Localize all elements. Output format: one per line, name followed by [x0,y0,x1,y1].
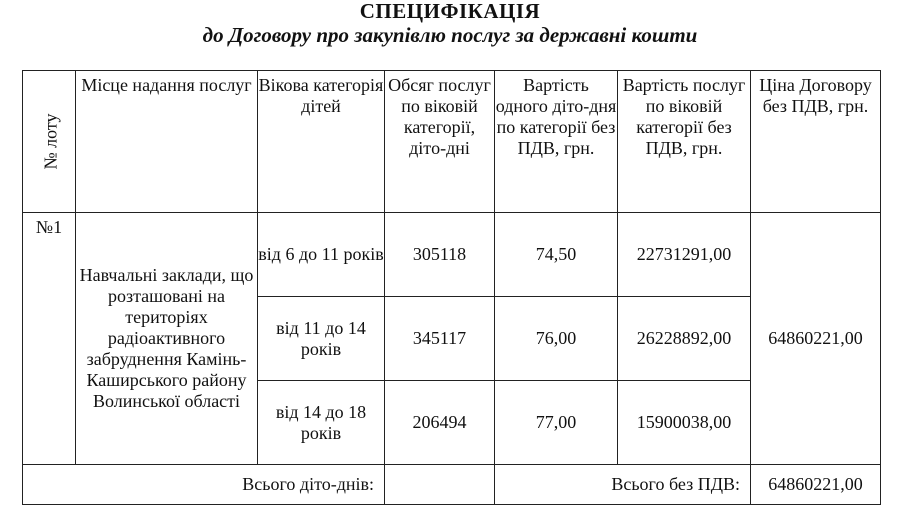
volume-value: 345117 [385,297,495,381]
header-place: Місце надання послуг [76,71,258,213]
document-title: СПЕЦИФІКАЦІЯ [359,0,541,23]
unit-cost-value: 76,00 [495,297,618,381]
header-lot: № лоту [23,71,76,213]
table-row [23,213,881,297]
category-cost-value: 15900038,00 [618,381,751,465]
document-subtitle: до Договору про закупівлю послуг за державні кошти [202,23,698,47]
header-age-category: Вікова категорія дітей [258,71,385,213]
header-contract-price: Ціна Договору без ПДВ, грн. [751,71,881,213]
header-volume: Обсяг послуг по віковій категорії, дітo-дні [385,71,495,213]
volume-value: 305118 [385,213,495,297]
total-days-label: Всього діто-днів: [23,465,385,505]
unit-cost-value: 77,00 [495,381,618,465]
age-category: від 11 до 14 років [258,297,385,381]
total-days-value [385,465,495,505]
volume-value: 206494 [385,381,495,465]
totals-row [23,465,881,505]
category-cost-value: 26228892,00 [618,297,751,381]
header-unit-cost: Вартість одного діто-дня по категорії без ПДВ, грн. [495,71,618,213]
unit-cost-value: 74,50 [495,213,618,297]
header-category-cost: Вартість послуг по віковій категорії без ПДВ, грн. [618,71,751,213]
total-no-vat-label: Всього без ПДВ: [495,465,751,505]
total-no-vat-value: 64860221,00 [751,465,881,505]
lot-number: №1 [23,213,76,465]
age-category: від 14 до 18 років [258,381,385,465]
contract-price-value: 64860221,00 [751,213,881,465]
service-place: Навчальні заклади, що розташовані на територіях радіоактивного забруднення Камінь-Каширського району Волинської області [76,213,258,465]
age-category: від 6 до 11 років [258,213,385,297]
specification-table [22,70,881,505]
header-row [23,71,881,213]
category-cost-value: 22731291,00 [618,213,751,297]
